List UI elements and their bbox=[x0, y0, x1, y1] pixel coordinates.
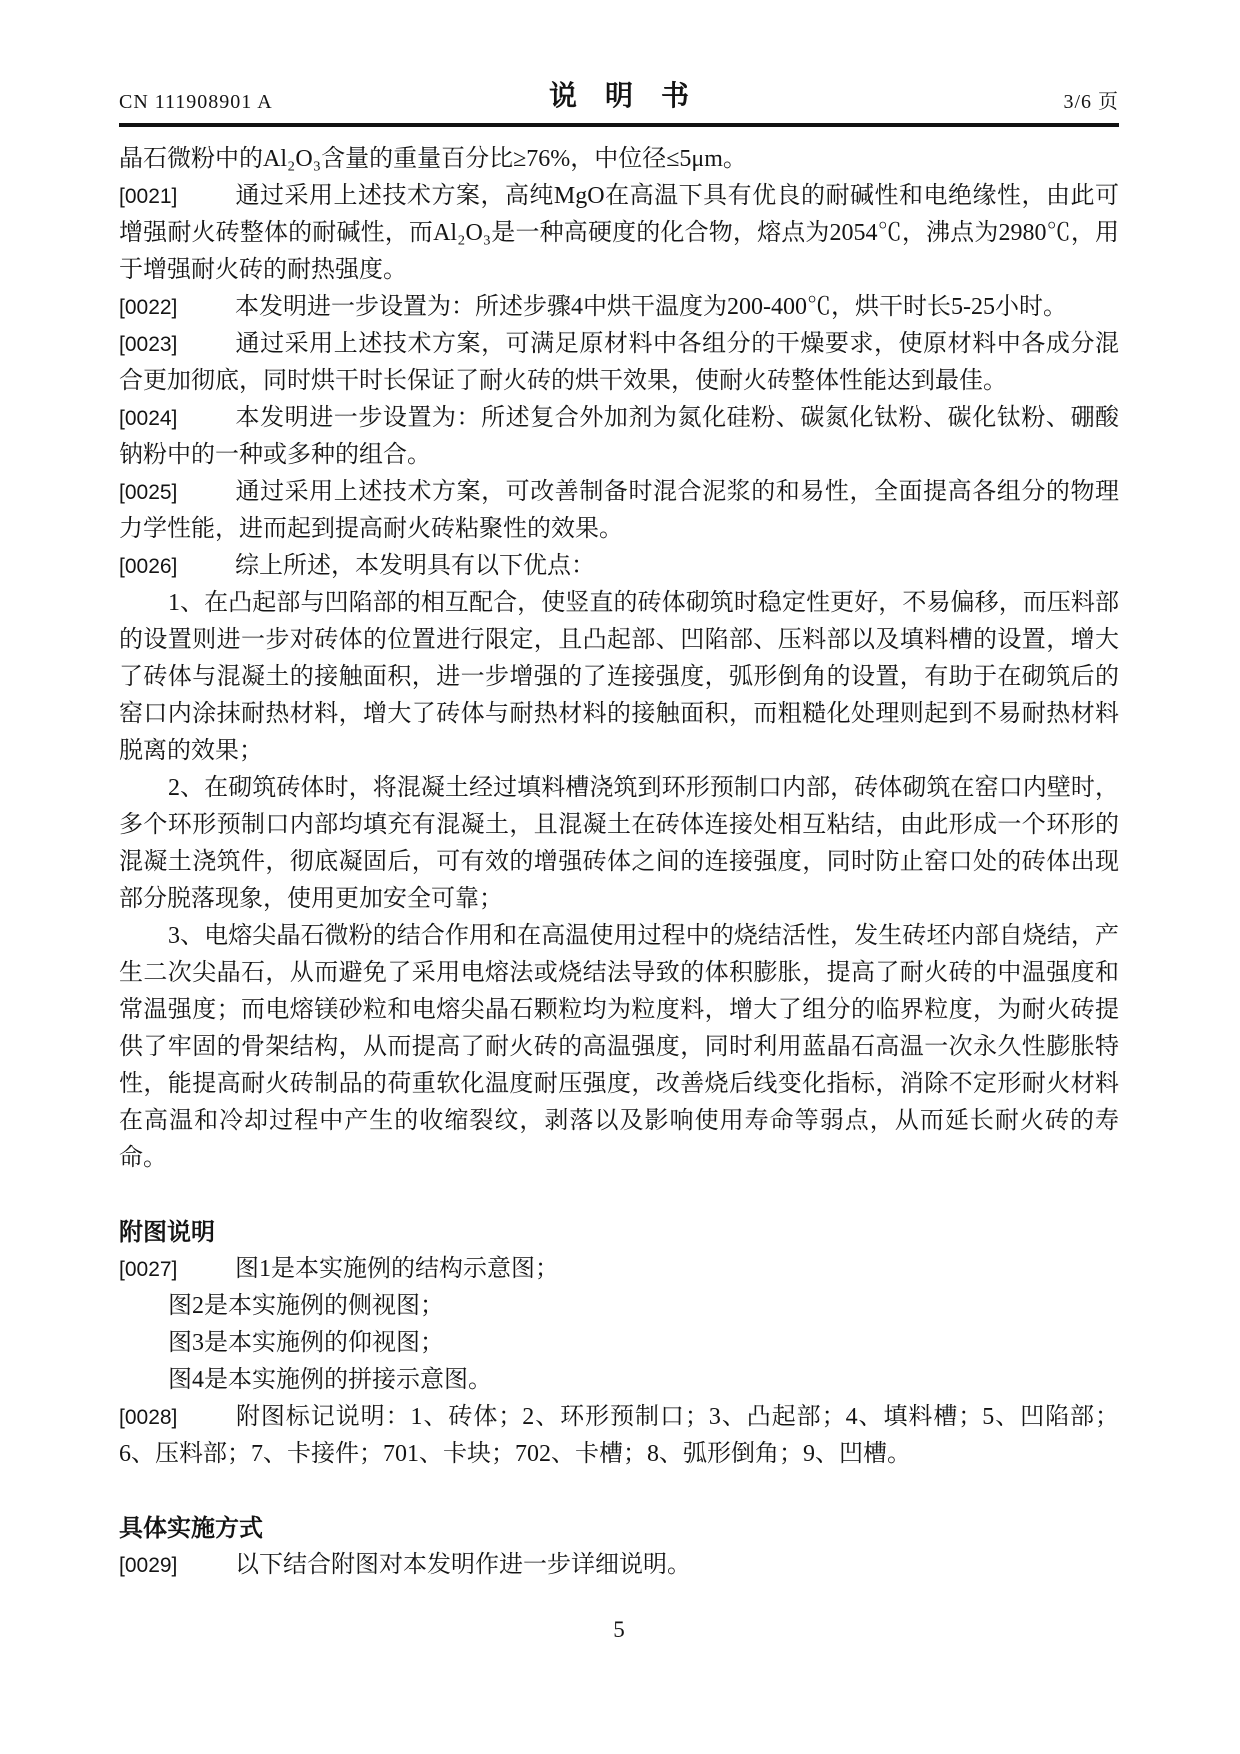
paragraph bbox=[119, 585, 1119, 770]
paragraph-number: [0024] bbox=[119, 407, 178, 430]
paragraph bbox=[119, 141, 1119, 178]
paragraph bbox=[119, 1399, 1119, 1473]
section-heading: 具体实施方式 bbox=[119, 1515, 263, 1542]
paragraph bbox=[119, 1325, 1119, 1362]
paragraph-text: 附图标记说明：1、砖体；2、环形预制口；3、凸起部；4、填料槽；5、凹陷部；6、压料部；7、卡接件；701、卡块；702、卡槽；8、弧形倒角；9、凹槽。 bbox=[119, 1404, 1119, 1467]
paragraph-text: 图3是本实施例的仰视图； bbox=[168, 1330, 444, 1356]
paragraph-number: [0029] bbox=[119, 1554, 178, 1577]
paragraph-text: 通过采用上述技术方案，可满足原材料中各组分的干燥要求，使原材料中各成分混合更加彻底，同时烘干时长保证了耐火砖的烘干效果，使耐火砖整体性能达到最佳。 bbox=[119, 331, 1119, 394]
paragraph bbox=[119, 770, 1119, 918]
paragraph bbox=[119, 1251, 1119, 1288]
paragraph-text: 1、在凸起部与凹陷部的相互配合，使竖直的砖体砌筑时稳定性更好，不易偏移，而压料部的设置则进一步对砖体的位置进行限定，且凸起部、凹陷部、压料部以及填料槽的设置，增大了砖体与混凝土的接触面积，进一步增强的了连接强度，弧形倒角的设置，有助于在砌筑后的窑口内涂抹耐热材料，增大了砖体与耐热材料的接触面积，而粗糙化处理则起到不易耐热材料脱离的效果； bbox=[119, 590, 1119, 764]
page-footer bbox=[119, 1615, 1119, 1645]
paragraph bbox=[119, 178, 1119, 289]
paragraph-number: [0025] bbox=[119, 481, 178, 504]
paragraph bbox=[119, 1362, 1119, 1399]
document-title: 说 明 书 bbox=[549, 80, 690, 111]
page-indicator: 3/6 页 bbox=[1063, 91, 1120, 113]
section-heading: 附图说明 bbox=[119, 1219, 215, 1246]
paragraph bbox=[119, 1547, 1119, 1584]
paragraph-number: [0021] bbox=[119, 185, 178, 208]
paragraph-text: 图1是本实施例的结构示意图； bbox=[235, 1256, 559, 1282]
document-body bbox=[119, 141, 1119, 1584]
paragraph-text: 3、电熔尖晶石微粉的结合作用和在高温使用过程中的烧结活性，发生砖坯内部自烧结，产生二次尖晶石，从而避免了采用电熔法或烧结法导致的体积膨胀，提高了耐火砖的中温强度和常温强度；而电熔镁砂粒和电熔尖晶石颗粒均为粒度料，增大了组分的临界粒度，为耐火砖提供了牢固的骨架结构，从而提高了耐火砖的高温强度，同时利用蓝晶石高温一次永久性膨胀特性，能提高耐火砖制品的荷重软化温度耐压强度，改善烧后线变化指标，消除不定形耐火材料在高温和冷却过程中产生的收缩裂纹，剥落以及影响使用寿命等弱点，从而延长耐火砖的寿命。 bbox=[119, 923, 1119, 1171]
paragraph-text: 本发明进一步设置为：所述步骤4中烘干温度为200-400℃，烘干时长5-25小时。 bbox=[235, 294, 1067, 320]
paragraph-number: [0027] bbox=[119, 1258, 178, 1281]
paragraph bbox=[119, 474, 1119, 548]
paragraph-number: [0023] bbox=[119, 333, 178, 356]
paragraph-text: 通过采用上述技术方案，高纯MgO在高温下具有优良的耐碱性和电绝缘性，由此可增强耐火砖整体的耐碱性，而Al₂O₃是一种高硬度的化合物，熔点为2054℃，沸点为2980℃，用于增强耐火砖的耐热强度。 bbox=[119, 183, 1119, 283]
paragraph bbox=[119, 326, 1119, 400]
patent-number: CN 111908901 A bbox=[119, 91, 273, 113]
paragraph-text: 图4是本实施例的拼接示意图。 bbox=[168, 1367, 492, 1393]
paragraph-text: 2、在砌筑砖体时，将混凝土经过填料槽浇筑到环形预制口内部，砖体砌筑在窑口内壁时，多个环形预制口内部均填充有混凝土，且混凝土在砖体连接处相互粘结，由此形成一个环形的混凝土浇筑件，彻底凝固后，可有效的增强砖体之间的连接强度，同时防止窑口处的砖体出现部分脱落现象，使用更加安全可靠； bbox=[119, 775, 1119, 912]
paragraph-text: 综上所述，本发明具有以下优点： bbox=[235, 553, 595, 579]
paragraph-text: 晶石微粉中的Al₂O₃含量的重量百分比≥76%，中位径≤5μm。 bbox=[119, 146, 747, 172]
paragraph bbox=[119, 918, 1119, 1177]
paragraph bbox=[119, 289, 1119, 326]
paragraph-number: [0026] bbox=[119, 555, 178, 578]
paragraph bbox=[119, 1288, 1119, 1325]
paragraph-text: 通过采用上述技术方案，可改善制备时混合泥浆的和易性，全面提高各组分的物理力学性能，进而起到提高耐火砖粘聚性的效果。 bbox=[119, 479, 1119, 542]
paragraph-number: [0028] bbox=[119, 1406, 178, 1429]
paragraph bbox=[119, 548, 1119, 585]
page-number: 5 bbox=[613, 1617, 625, 1642]
paragraph-number: [0022] bbox=[119, 296, 178, 319]
paragraph-text: 以下结合附图对本发明作进一步详细说明。 bbox=[235, 1552, 691, 1578]
paragraph bbox=[119, 400, 1119, 474]
paragraph-text: 本发明进一步设置为：所述复合外加剂为氮化硅粉、碳氮化钛粉、碳化钛粉、硼酸钠粉中的一种或多种的组合。 bbox=[119, 405, 1119, 468]
header-rule bbox=[119, 123, 1119, 127]
paragraph-text: 图2是本实施例的侧视图； bbox=[168, 1293, 444, 1319]
page-header bbox=[119, 74, 1119, 114]
